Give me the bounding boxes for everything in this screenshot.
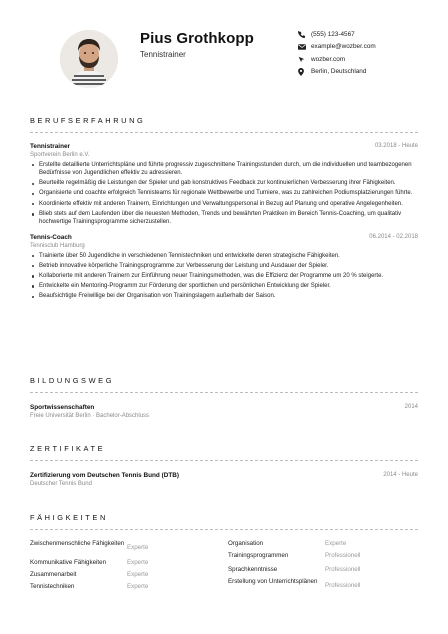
section-title-education: BILDUNGSWEG xyxy=(30,376,115,385)
job-bullets xyxy=(30,252,418,301)
skill-name: Erstellung von Unterrichtsplänen xyxy=(228,578,318,585)
skill-level: Experte xyxy=(127,571,149,578)
skill-item xyxy=(30,540,220,559)
job-bullet: Betrieb innovative körperliche Trainingsprogramme zur Verbesserung der Leistung und Ausdauer der Spieler. xyxy=(30,262,418,271)
job-bullet: Kollaborierte mit anderen Trainern zur Einführung neuer Trainingsmethoden, was die Effizienz der Programme um 20 % steigerte. xyxy=(30,272,418,281)
skill-item xyxy=(30,559,220,571)
job-organization: Sportverein Berlin e.V. xyxy=(30,151,90,158)
job-bullet: Organisierte und coachte erfolgreich Tennisteams für regionale Wettbewerbe und Turniere, was zu zahlreichen Podiumsplatzierungen führte. xyxy=(30,189,418,198)
skill-name: Trainingsprogrammen xyxy=(228,552,289,559)
contact-website-text[interactable]: wozber.com xyxy=(311,55,346,63)
skill-name: Zwischenmenschliche Fähigkeiten xyxy=(30,540,125,547)
contact-phone-text: (555) 123-4567 xyxy=(311,30,355,38)
section-title-skills: FÄHIGKEITEN xyxy=(30,513,108,522)
certificate-issuer: Deutscher Tennis Bund xyxy=(30,480,92,487)
job-date: 03.2018 - Heute xyxy=(374,143,418,149)
section-divider xyxy=(30,460,418,461)
contact-email-text[interactable]: example@wozber.com xyxy=(311,43,376,51)
link-icon xyxy=(298,56,311,63)
skill-level: Experte xyxy=(127,559,149,566)
resume-header xyxy=(30,0,418,104)
job-title: Tennistrainer xyxy=(30,143,71,150)
skill-item xyxy=(228,540,418,552)
skill-level: Experte xyxy=(127,583,149,590)
section-title-experience: BERUFSERFAHRUNG xyxy=(30,116,146,125)
job-bullet: Blieb stets auf dem Laufenden über die neuesten Methoden, Trends und bewährten Praktiken im Bereich Tennis-Coaching, um qualitativ hochwertige Trainingsprogramme sicherzustellen. xyxy=(30,210,418,227)
email-icon xyxy=(298,44,311,50)
contact-email[interactable] xyxy=(298,41,376,54)
skill-item xyxy=(228,566,418,578)
degree-title: Sportwissenschaften xyxy=(30,404,95,411)
person-role: Tennistrainer xyxy=(140,50,186,59)
certificates-section xyxy=(30,444,418,487)
degree-institution: Freie Universität Berlin · Bachelor-Abschluss xyxy=(30,412,150,419)
skill-name: Sprachkenntnisse xyxy=(228,566,278,573)
contact-location xyxy=(298,66,376,79)
job-bullet: Beaufsichtigte Freiwillige bei der Organisation von Trainingslagern außerhalb der Saison. xyxy=(30,292,418,301)
skills-grid xyxy=(30,540,418,600)
job-bullets xyxy=(30,161,418,228)
skill-level: Professionell xyxy=(325,552,361,559)
section-divider xyxy=(30,132,418,133)
job-bullet: Beurteilte regelmäßig die Leistungen der Spieler und gab konstruktives Feedback zur kontinuierlichen Verbesserung ihrer Fähigkeiten. xyxy=(30,179,418,188)
section-divider xyxy=(30,529,418,530)
contact-website[interactable] xyxy=(298,53,376,66)
contact-phone xyxy=(298,28,376,41)
education-entry xyxy=(30,404,418,419)
section-divider xyxy=(30,392,418,393)
certificate-entry xyxy=(30,472,418,487)
skill-item xyxy=(228,578,418,596)
job-date: 06.2014 - 02.2018 xyxy=(369,234,418,241)
skill-level: Professionell xyxy=(325,582,361,589)
job-bullet: Erstellte detaillierte Unterrichtspläne und führte progressiv zugeschnittene Trainingsstunden durch, um die individuellen und teambezogenen Bedürfnisse von Jugendlichen effektiv zu adressieren. xyxy=(30,161,418,178)
skill-level: Experte xyxy=(127,544,149,551)
job-bullet: Koordinierte effektiv mit anderen Trainern, Einrichtungen und Verwaltungspersonal in Bezug auf Planung und operative Angelegenheiten. xyxy=(30,200,418,209)
skills-section xyxy=(30,513,418,600)
contact-location-text: Berlin, Deutschland xyxy=(311,68,367,76)
person-name: Pius Grothkopp xyxy=(140,30,254,47)
job-entry xyxy=(30,234,418,301)
job-bullet: Entwickelte ein Mentoring-Programm zur Förderung der sportlichen und persönlichen Entwicklung der Spieler. xyxy=(30,282,418,291)
skills-column-left xyxy=(30,540,220,595)
skill-level: Professionell xyxy=(325,566,361,573)
skill-name: Zusammenarbeit xyxy=(30,571,77,578)
skills-column-right xyxy=(228,540,418,596)
skill-item xyxy=(228,552,418,566)
skill-name: Kommunikative Fähigkeiten xyxy=(30,559,107,566)
job-organization: Tennisclub Hamburg xyxy=(30,242,85,249)
certificate-title: Zertifizierung vom Deutschen Tennis Bund (DTB) xyxy=(30,472,179,479)
skill-name: Organisation xyxy=(228,540,264,547)
job-entry xyxy=(30,143,418,227)
education-section xyxy=(30,376,418,419)
skill-name: Tennistechniken xyxy=(30,583,75,590)
degree-date: 2014 xyxy=(404,404,418,410)
avatar xyxy=(60,30,118,88)
contact-list xyxy=(298,28,376,78)
skill-item xyxy=(30,583,220,595)
certificate-date: 2014 - Heute xyxy=(383,472,418,478)
section-title-certificates: ZERTIFIKATE xyxy=(30,444,106,453)
job-bullet: Trainierte über 50 Jugendliche in verschiedenen Tennistechniken und entwickelte deren strategische Fähigkeiten. xyxy=(30,252,418,261)
skill-item xyxy=(30,571,220,583)
phone-icon xyxy=(298,31,311,38)
skill-level: Experte xyxy=(325,540,347,547)
job-title: Tennis-Coach xyxy=(30,234,72,242)
experience-section xyxy=(30,116,418,302)
location-pin-icon xyxy=(298,68,311,76)
